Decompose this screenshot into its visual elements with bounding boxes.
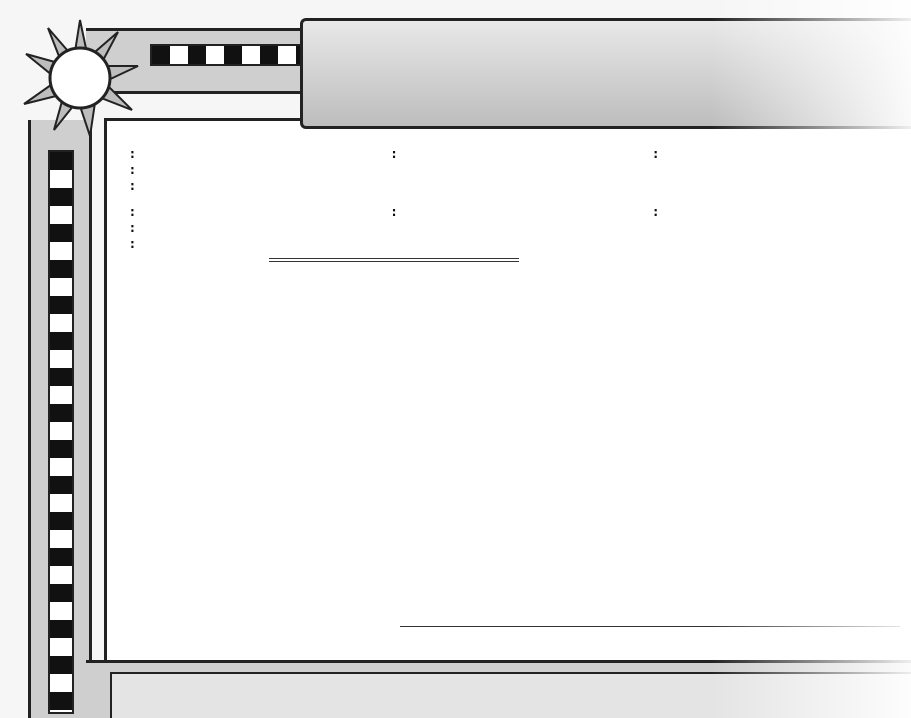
tadatizaga-settlements: :: [130, 237, 135, 251]
title-banner: [300, 18, 911, 129]
ixia-stats-row: : : :: [130, 147, 658, 161]
ixia-population: :: [130, 163, 135, 177]
tadatizaga-population: :: [130, 221, 135, 235]
bottom-panel: [110, 672, 911, 718]
section-divider: [269, 258, 519, 262]
credits-divider: [400, 626, 900, 627]
ixia-settlements: :: [130, 179, 135, 193]
right-column: [682, 138, 911, 148]
left-checker-pattern: [48, 150, 74, 714]
sunburst-icon: [20, 18, 140, 138]
tadatizaga-stats-row: : : :: [130, 205, 658, 219]
top-checker-pattern: [150, 44, 304, 66]
left-column: [130, 142, 658, 278]
